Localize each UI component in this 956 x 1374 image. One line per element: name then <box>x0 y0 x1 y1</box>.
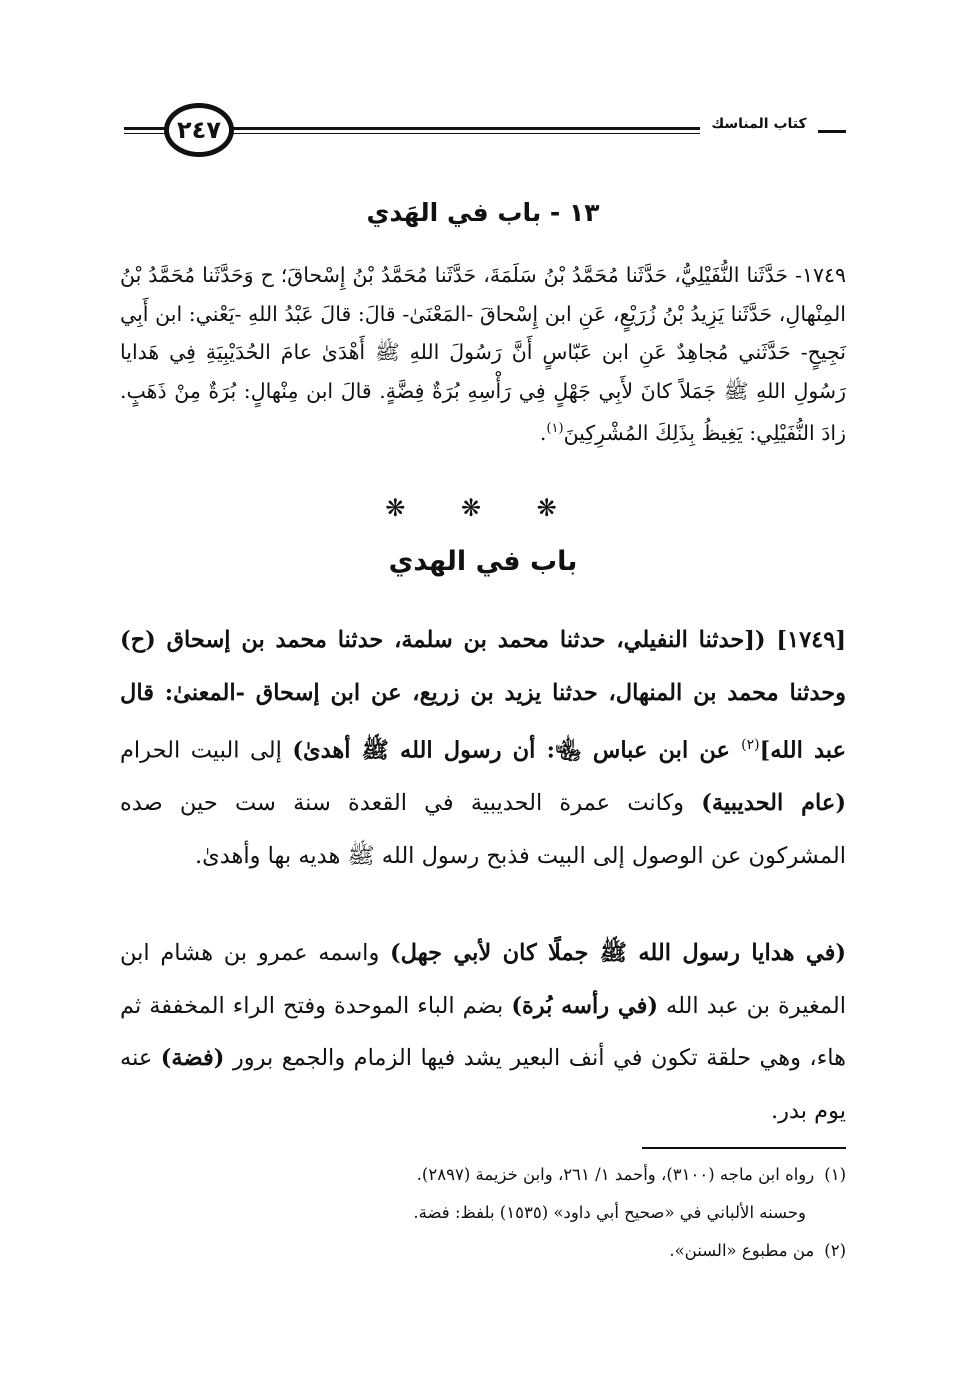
section-heading: ١٣ - باب في الهَدي <box>366 198 600 227</box>
header-rule <box>232 127 700 130</box>
hadith-end: . <box>539 420 547 445</box>
commentary-text: وكانت عمرة الحديبية في القعدة سنة ست حين صده المشركون عن الوصول إلى البيت فذبح رسول الله ﷺ هديه بها وأهدىٰ. <box>120 790 846 869</box>
hadith-body: ١٧٤٩- حَدَّثَنا النُّفَيْلِيُّ، حَدَّثَنا مُحَمَّدُ بْنُ سَلَمَةَ، حَدَّثَنا مُحَمَّدُ بْنُ إِسْحاقَ؛ ح وَحَدَّثَنا مُحَمَّدُ بْنُ المِنْهالِ، حَدَّثَنا يَزِيدُ بْنُ زُرَيْعٍ، عَنِ ابن إِسْحاقَ -المَعْنَىٰ- قالَ: قالَ عَبْدُ اللهِ -يَعْني: ابن أَبِي نَجِيحٍ- حَدَّثَني مُجاهِدٌ عَنِ ابن عَبّاسٍ أَنَّ رَسُولَ اللهِ ﷺ أَهْدَىٰ عامَ الحُدَيْبِيَةِ فِي هَدايا رَسُولِ اللهِ ﷺ جَمَلاً كانَ لأَبِي جَهْلٍ فِي رَأْسِهِ بُرَةٌ فِضَّةٍ. قالَ ابن مِنْهالٍ: بُرَةٌ مِنْ ذَهَبٍ. زادَ النُّفَيْلِي: يَغِيظُ بِذَلِكَ المُشْرِكِينَ <box>120 263 846 445</box>
footnote-2 <box>120 1241 846 1260</box>
footnote-number: (٢) <box>824 1241 846 1260</box>
footnote-number: (١) <box>824 1165 846 1184</box>
commentary-heading: باب في الهدي <box>388 546 578 577</box>
footnote-text: رواه ابن ماجه (٣١٠٠)، وأحمد ١/ ٢٦١، وابن خزيمة (٢٨٩٧). <box>416 1165 815 1184</box>
commentary-text: إلى البيت الحرام <box>120 737 293 764</box>
commentary-text: بضم الباء الموحدة وفتح الراء المخففة ثم هاء، وهي حلقة تكون في أنف البعير يشد فيها الزمام والجمع برور <box>120 992 846 1071</box>
page-number-badge <box>164 103 234 157</box>
header-rule <box>232 133 700 134</box>
page-number: ٢٤٧ <box>177 116 221 144</box>
commentary-paragraph-2 <box>120 927 846 1137</box>
commentary-text: عنه يوم بدر. <box>120 1045 846 1124</box>
commentary-bold: (فضة) <box>160 1045 225 1071</box>
footnote-1-continued <box>120 1203 846 1222</box>
header-rule <box>818 130 846 133</box>
hadith-text <box>120 256 846 452</box>
commentary-bold: (في رأسه بُرة) <box>511 992 658 1019</box>
footnote-text: وحسنه الألباني في «صحيح أبي داود» (١٥٣٥) بلفظ: فضة. <box>413 1203 806 1222</box>
commentary-text: واسمه عمرو بن هشام ابن المغيرة بن عبد الله <box>120 940 846 1019</box>
commentary-bold: [١٧٤٩] ([حدثنا النفيلي، حدثنا محمد بن سلمة، حدثنا محمد بن إسحاق (ح) وحدثنا محمد بن المنهال، حدثنا يزيد بن زريع، عن ابن إسحاق -المعنىٰ: قال عبد الله] <box>120 627 847 764</box>
commentary-bold: عن ابن عباس ﵄: أن رسول الله ﷺ أهدىٰ) <box>292 737 742 764</box>
commentary-paragraph-1 <box>120 614 846 882</box>
footnote-text: من مطبوع «السنن». <box>669 1241 815 1260</box>
commentary-bold: (عام الحديبية) <box>701 790 846 816</box>
header-rule <box>124 133 168 134</box>
running-title: كتاب المناسك <box>711 116 807 132</box>
footnote-rule <box>642 1147 846 1149</box>
footnote-ref: (١) <box>546 421 564 436</box>
commentary-bold: (في هدايا رسول الله ﷺ جملًا كان لأبي جهل) <box>390 940 846 966</box>
separator-stars: ❋ ❋ ❋ <box>385 494 581 522</box>
footnote-ref: (٢) <box>741 737 760 753</box>
header-rule <box>124 127 168 130</box>
footnote-1 <box>120 1165 846 1184</box>
